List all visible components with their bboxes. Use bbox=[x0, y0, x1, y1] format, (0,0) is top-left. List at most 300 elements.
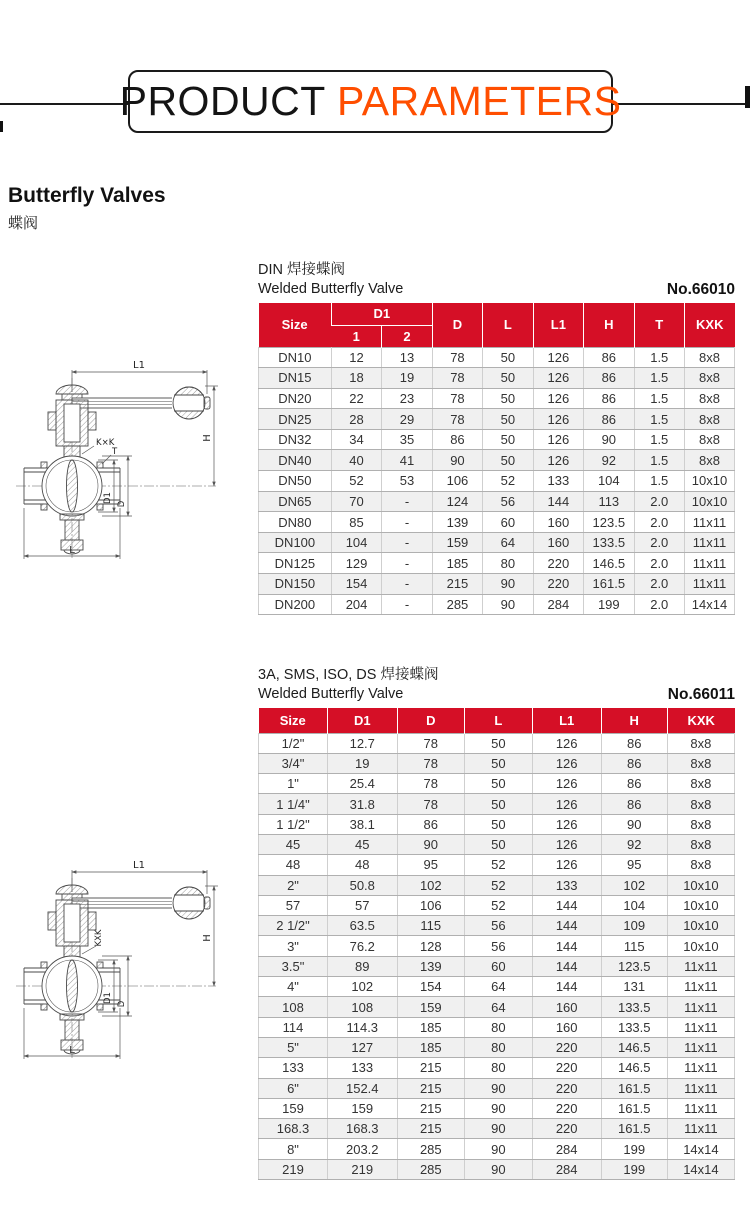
table-cell: 45 bbox=[259, 834, 328, 854]
table-row bbox=[259, 471, 735, 492]
table-row bbox=[259, 814, 735, 834]
table-cell: 8" bbox=[259, 1139, 328, 1159]
table-cell: 56 bbox=[483, 491, 533, 512]
table-cell: 52 bbox=[465, 855, 533, 875]
table-cell: 159 bbox=[397, 997, 465, 1017]
table-cell: 160 bbox=[533, 512, 583, 533]
table-cell: 131 bbox=[601, 977, 667, 997]
table-cell: 124 bbox=[432, 491, 482, 512]
table-cell: 2.0 bbox=[634, 574, 684, 595]
table-row bbox=[259, 1159, 735, 1179]
table-cell: 11x11 bbox=[667, 1119, 734, 1139]
dim-label-h: H bbox=[202, 934, 213, 942]
table-cell: 220 bbox=[532, 1037, 601, 1057]
table-cell: 50 bbox=[465, 814, 533, 834]
table-cell: 1.5 bbox=[634, 471, 684, 492]
dim-label-d1: D1 bbox=[103, 492, 113, 504]
table1-model-no: No.66010 bbox=[666, 281, 735, 298]
table-cell: 8x8 bbox=[684, 450, 734, 471]
table-cell: 168.3 bbox=[328, 1119, 397, 1139]
table-cell: 126 bbox=[532, 834, 601, 854]
table-row bbox=[259, 956, 735, 976]
table-cell: 86 bbox=[584, 368, 634, 389]
table-cell: 126 bbox=[533, 409, 583, 430]
table-cell: 127 bbox=[328, 1037, 397, 1057]
section-subtitle: 蝶阀 bbox=[8, 215, 39, 232]
table-cell: 86 bbox=[601, 774, 667, 794]
table-cell: 129 bbox=[331, 553, 381, 574]
table-cell: 76.2 bbox=[328, 936, 397, 956]
table-row bbox=[259, 1119, 735, 1139]
table-cell: 144 bbox=[533, 491, 583, 512]
table-cell: 64 bbox=[465, 997, 533, 1017]
table-row bbox=[259, 594, 735, 615]
table-cell: 90 bbox=[432, 450, 482, 471]
table-cell: 95 bbox=[397, 855, 465, 875]
table-row bbox=[259, 997, 735, 1017]
table-cell: 8x8 bbox=[667, 834, 734, 854]
table-cell: 219 bbox=[328, 1159, 397, 1179]
dim-label-h: H bbox=[202, 434, 213, 442]
table-cell: 215 bbox=[397, 1098, 465, 1118]
table-cell: 109 bbox=[601, 916, 667, 936]
valve-technical-drawing-sms bbox=[10, 856, 222, 1063]
table-cell: 126 bbox=[532, 753, 601, 773]
table-cell: 23 bbox=[382, 388, 432, 409]
table-cell: DN50 bbox=[259, 471, 332, 492]
col-header-d1: D1 bbox=[328, 708, 397, 733]
table-cell: - bbox=[382, 491, 432, 512]
table-cell: 86 bbox=[601, 733, 667, 753]
table-cell: 95 bbox=[601, 855, 667, 875]
banner-rule-right bbox=[612, 103, 750, 105]
table-row bbox=[259, 936, 735, 956]
table-cell: - bbox=[382, 594, 432, 615]
table-cell: 2.0 bbox=[634, 594, 684, 615]
table-cell: 220 bbox=[532, 1078, 601, 1098]
table-cell: 284 bbox=[532, 1159, 601, 1179]
table-cell: DN15 bbox=[259, 368, 332, 389]
table-cell: 11x11 bbox=[684, 512, 734, 533]
table-cell: 1.5 bbox=[634, 450, 684, 471]
table-cell: 159 bbox=[259, 1098, 328, 1118]
table-cell: 159 bbox=[328, 1098, 397, 1118]
table-cell: 146.5 bbox=[601, 1058, 667, 1078]
table-cell: 10x10 bbox=[684, 471, 734, 492]
table-cell: 154 bbox=[397, 977, 465, 997]
table-cell: 152.4 bbox=[328, 1078, 397, 1098]
table-cell: 53 bbox=[382, 471, 432, 492]
table-cell: 60 bbox=[465, 956, 533, 976]
table-cell: 2.0 bbox=[634, 553, 684, 574]
table-row bbox=[259, 512, 735, 533]
table-row bbox=[259, 450, 735, 471]
page-edge-mark-right bbox=[745, 86, 750, 108]
table-cell: 1/2" bbox=[259, 733, 328, 753]
table-cell: 133 bbox=[328, 1058, 397, 1078]
table-row bbox=[259, 895, 735, 915]
table-cell: 80 bbox=[465, 1058, 533, 1078]
table-cell: 50 bbox=[465, 753, 533, 773]
table-cell: 10x10 bbox=[684, 491, 734, 512]
col-header-l: L bbox=[483, 303, 533, 347]
table-cell: 19 bbox=[328, 753, 397, 773]
table-cell: 11x11 bbox=[667, 997, 734, 1017]
table-cell: 31.8 bbox=[328, 794, 397, 814]
table-cell: 1.5 bbox=[634, 388, 684, 409]
table-row bbox=[259, 794, 735, 814]
col-header-kxk: KXK bbox=[667, 708, 734, 733]
table-cell: 102 bbox=[601, 875, 667, 895]
table-cell: 126 bbox=[532, 774, 601, 794]
table-row bbox=[259, 368, 735, 389]
col-header-h: H bbox=[601, 708, 667, 733]
table-cell: 185 bbox=[397, 1037, 465, 1057]
table-row bbox=[259, 1017, 735, 1037]
table-cell: 92 bbox=[601, 834, 667, 854]
table-cell: 126 bbox=[532, 855, 601, 875]
table-cell: 50 bbox=[465, 834, 533, 854]
table-cell: 161.5 bbox=[601, 1078, 667, 1098]
table-cell: 108 bbox=[328, 997, 397, 1017]
table-cell: 89 bbox=[328, 956, 397, 976]
table-cell: 215 bbox=[397, 1078, 465, 1098]
table-row bbox=[259, 532, 735, 553]
table-cell: 90 bbox=[465, 1078, 533, 1098]
table-cell: 50 bbox=[465, 794, 533, 814]
table-cell: 90 bbox=[397, 834, 465, 854]
table-row bbox=[259, 1037, 735, 1057]
table-cell: 144 bbox=[532, 977, 601, 997]
table-cell: 45 bbox=[328, 834, 397, 854]
table-cell: 50 bbox=[483, 409, 533, 430]
table-cell: DN200 bbox=[259, 594, 332, 615]
table-cell: 10x10 bbox=[667, 895, 734, 915]
table-cell: 126 bbox=[533, 429, 583, 450]
table-cell: 18 bbox=[331, 368, 381, 389]
table-cell: 1.5 bbox=[634, 409, 684, 430]
table-cell: 133.5 bbox=[601, 997, 667, 1017]
table-cell: 126 bbox=[533, 347, 583, 368]
table-cell: 86 bbox=[432, 429, 482, 450]
table-cell: 199 bbox=[584, 594, 634, 615]
table-cell: 185 bbox=[432, 553, 482, 574]
table-cell: 40 bbox=[331, 450, 381, 471]
table-cell: 114 bbox=[259, 1017, 328, 1037]
table-cell: 220 bbox=[533, 553, 583, 574]
table-cell: 104 bbox=[584, 471, 634, 492]
table-cell: 126 bbox=[533, 388, 583, 409]
table-cell: 90 bbox=[483, 594, 533, 615]
table-cell: 78 bbox=[432, 409, 482, 430]
table-cell: 52 bbox=[465, 875, 533, 895]
table-cell: 11x11 bbox=[667, 977, 734, 997]
table-cell: 126 bbox=[532, 733, 601, 753]
table-cell: 50.8 bbox=[328, 875, 397, 895]
table-cell: 133 bbox=[532, 875, 601, 895]
table-cell: 3/4" bbox=[259, 753, 328, 773]
table-row bbox=[259, 1058, 735, 1078]
table-cell: 8x8 bbox=[684, 388, 734, 409]
table-cell: 144 bbox=[532, 895, 601, 915]
table-cell: 92 bbox=[584, 450, 634, 471]
banner-title-black: PRODUCT bbox=[119, 78, 337, 124]
table-cell: 160 bbox=[533, 532, 583, 553]
banner-box bbox=[119, 70, 622, 133]
table-cell: DN100 bbox=[259, 532, 332, 553]
table-cell: 8x8 bbox=[667, 794, 734, 814]
col-header-l1: L1 bbox=[532, 708, 601, 733]
dim-label-kxk: K×K bbox=[96, 438, 115, 448]
table-row bbox=[259, 574, 735, 595]
table-cell: 199 bbox=[601, 1139, 667, 1159]
table-cell: 133.5 bbox=[601, 1017, 667, 1037]
table-cell: 8x8 bbox=[667, 774, 734, 794]
table-cell: 1.5 bbox=[634, 347, 684, 368]
table-cell: 285 bbox=[432, 594, 482, 615]
dim-label-l: L bbox=[69, 545, 75, 556]
table-row bbox=[259, 409, 735, 430]
table-cell: 56 bbox=[465, 916, 533, 936]
table-cell: 86 bbox=[584, 347, 634, 368]
table-cell: 70 bbox=[331, 491, 381, 512]
table-cell: 126 bbox=[533, 450, 583, 471]
table-cell: 57 bbox=[259, 895, 328, 915]
dim-label-l1: L1 bbox=[133, 860, 145, 871]
table-cell: 11x11 bbox=[667, 956, 734, 976]
table-cell: 86 bbox=[601, 753, 667, 773]
table-cell: 2 1/2" bbox=[259, 916, 328, 936]
table-cell: 104 bbox=[601, 895, 667, 915]
table-cell: 50 bbox=[483, 388, 533, 409]
dim-label-d: D bbox=[117, 500, 127, 508]
table-cell: 6" bbox=[259, 1078, 328, 1098]
table-cell: 139 bbox=[397, 956, 465, 976]
table-cell: 90 bbox=[465, 1139, 533, 1159]
table-cell: 78 bbox=[432, 388, 482, 409]
table-cell: 50 bbox=[483, 429, 533, 450]
table-cell: 5" bbox=[259, 1037, 328, 1057]
table-cell: - bbox=[382, 512, 432, 533]
table-cell: 90 bbox=[584, 429, 634, 450]
table-cell: 34 bbox=[331, 429, 381, 450]
table-cell: 8x8 bbox=[667, 753, 734, 773]
banner-rule-left bbox=[0, 103, 128, 105]
table-cell: 50 bbox=[465, 733, 533, 753]
table-cell: - bbox=[382, 574, 432, 595]
table-cell: 19 bbox=[382, 368, 432, 389]
table-row bbox=[259, 491, 735, 512]
table-cell: 2.0 bbox=[634, 532, 684, 553]
table-cell: DN150 bbox=[259, 574, 332, 595]
table-cell: 10x10 bbox=[667, 936, 734, 956]
col-header-l1: L1 bbox=[533, 303, 583, 347]
table-cell: 1" bbox=[259, 774, 328, 794]
table-cell: - bbox=[382, 553, 432, 574]
table-cell: 50 bbox=[483, 450, 533, 471]
banner-title-orange: PARAMETERS bbox=[336, 78, 622, 124]
dim-label-d1: D1 bbox=[103, 992, 113, 1004]
table-cell: 50 bbox=[483, 347, 533, 368]
col-header-d: D bbox=[397, 708, 465, 733]
table-row bbox=[259, 553, 735, 574]
table-cell: 160 bbox=[532, 1017, 601, 1037]
table-cell: 22 bbox=[331, 388, 381, 409]
table-cell: 285 bbox=[397, 1159, 465, 1179]
table-cell: 80 bbox=[483, 553, 533, 574]
table-cell: 52 bbox=[483, 471, 533, 492]
table-cell: 25.4 bbox=[328, 774, 397, 794]
table-cell: 102 bbox=[397, 875, 465, 895]
valve-technical-drawing-din bbox=[10, 356, 222, 563]
table-cell: 2.0 bbox=[634, 491, 684, 512]
col-header-size: Size bbox=[259, 708, 328, 733]
sms-table-block bbox=[258, 666, 735, 1180]
table-cell: 8x8 bbox=[684, 347, 734, 368]
table2-title-cn: 3A, SMS, ISO, DS 焊接蝶阀 bbox=[258, 667, 439, 683]
table-cell: 204 bbox=[331, 594, 381, 615]
col-header-h: H bbox=[584, 303, 634, 347]
table-cell: 8x8 bbox=[667, 855, 734, 875]
table-cell: 90 bbox=[601, 814, 667, 834]
table-cell: 78 bbox=[397, 733, 465, 753]
table-cell: 90 bbox=[465, 1119, 533, 1139]
table-cell: 4" bbox=[259, 977, 328, 997]
table-cell: 28 bbox=[331, 409, 381, 430]
table-cell: 14x14 bbox=[667, 1139, 734, 1159]
table-cell: 220 bbox=[532, 1119, 601, 1139]
table-cell: 219 bbox=[259, 1159, 328, 1179]
table1-title-cn: DIN 焊接蝶阀 bbox=[258, 262, 345, 278]
table-cell: 13 bbox=[382, 347, 432, 368]
table-row bbox=[259, 977, 735, 997]
col-header-size: Size bbox=[259, 303, 332, 347]
table-cell: 215 bbox=[397, 1058, 465, 1078]
table-cell: 161.5 bbox=[601, 1098, 667, 1118]
table-cell: 284 bbox=[532, 1139, 601, 1159]
dim-label-t: T bbox=[112, 447, 118, 457]
table-cell: 108 bbox=[259, 997, 328, 1017]
table-cell: 133 bbox=[259, 1058, 328, 1078]
table-cell: 161.5 bbox=[584, 574, 634, 595]
table-cell: 80 bbox=[465, 1037, 533, 1057]
table-row bbox=[259, 1078, 735, 1098]
din-table-body bbox=[259, 347, 735, 615]
table-cell: 126 bbox=[533, 368, 583, 389]
table-cell: 139 bbox=[432, 512, 482, 533]
din-valve-spec-table bbox=[258, 303, 735, 615]
table-cell: 12 bbox=[331, 347, 381, 368]
table-cell: 86 bbox=[601, 794, 667, 814]
table-cell: 144 bbox=[532, 936, 601, 956]
col-header-d: D bbox=[432, 303, 482, 347]
table-cell: 78 bbox=[397, 753, 465, 773]
table-row bbox=[259, 429, 735, 450]
table-cell: 50 bbox=[483, 368, 533, 389]
table-cell: DN10 bbox=[259, 347, 332, 368]
dim-label-d: D bbox=[117, 1000, 127, 1008]
table-cell: 160 bbox=[532, 997, 601, 1017]
din-table-block bbox=[258, 261, 735, 615]
table-cell: 48 bbox=[328, 855, 397, 875]
table-cell: 1 1/4" bbox=[259, 794, 328, 814]
table-cell: 90 bbox=[465, 1098, 533, 1118]
table-cell: 146.5 bbox=[601, 1037, 667, 1057]
table-cell: 144 bbox=[532, 956, 601, 976]
table-cell: 102 bbox=[328, 977, 397, 997]
dim-label-l: L bbox=[69, 1045, 75, 1056]
table-cell: 64 bbox=[483, 532, 533, 553]
table-row bbox=[259, 388, 735, 409]
table-cell: 14x14 bbox=[667, 1159, 734, 1179]
table-cell: 185 bbox=[397, 1017, 465, 1037]
col-header-kxk: KXK bbox=[684, 303, 734, 347]
table-cell: 154 bbox=[331, 574, 381, 595]
table-cell: 64 bbox=[465, 977, 533, 997]
table-cell: 115 bbox=[601, 936, 667, 956]
table-cell: 104 bbox=[331, 532, 381, 553]
table-cell: 11x11 bbox=[684, 532, 734, 553]
table-cell: 11x11 bbox=[684, 553, 734, 574]
table-cell: 86 bbox=[584, 409, 634, 430]
table-cell: 41 bbox=[382, 450, 432, 471]
table-cell: 11x11 bbox=[667, 1017, 734, 1037]
table-cell: 29 bbox=[382, 409, 432, 430]
table-cell: 11x11 bbox=[667, 1098, 734, 1118]
table-cell: 220 bbox=[532, 1098, 601, 1118]
table-cell: 115 bbox=[397, 916, 465, 936]
table-cell: 3.5" bbox=[259, 956, 328, 976]
table-cell: 126 bbox=[532, 794, 601, 814]
table-cell: 90 bbox=[465, 1159, 533, 1179]
table-cell: 56 bbox=[465, 936, 533, 956]
table-cell: 60 bbox=[483, 512, 533, 533]
table-row bbox=[259, 1139, 735, 1159]
table-row bbox=[259, 774, 735, 794]
table-cell: 52 bbox=[331, 471, 381, 492]
table-row bbox=[259, 1098, 735, 1118]
col-header-d1-2: 2 bbox=[382, 325, 432, 347]
table-row bbox=[259, 753, 735, 773]
table-cell: 1.5 bbox=[634, 368, 684, 389]
table-cell: 86 bbox=[584, 388, 634, 409]
table-row bbox=[259, 855, 735, 875]
table-cell: 106 bbox=[397, 895, 465, 915]
col-header-d1-1: 1 bbox=[331, 325, 381, 347]
table-cell: 14x14 bbox=[684, 594, 734, 615]
table-cell: 215 bbox=[397, 1119, 465, 1139]
section-title: Butterfly Valves bbox=[8, 184, 166, 207]
dim-label-kxk: KXK bbox=[94, 929, 104, 947]
table-cell: 1.5 bbox=[634, 429, 684, 450]
table-cell: 52 bbox=[465, 895, 533, 915]
table-cell: 8x8 bbox=[684, 409, 734, 430]
table-cell: 11x11 bbox=[684, 574, 734, 595]
table-cell: 133 bbox=[533, 471, 583, 492]
table-cell: 159 bbox=[432, 532, 482, 553]
table-cell: 78 bbox=[397, 774, 465, 794]
table2-model-no: No.66011 bbox=[667, 686, 735, 703]
table-row bbox=[259, 834, 735, 854]
page-edge-mark-left bbox=[0, 121, 3, 132]
table-row bbox=[259, 916, 735, 936]
table-cell: DN125 bbox=[259, 553, 332, 574]
table-cell: 203.2 bbox=[328, 1139, 397, 1159]
table-cell: 144 bbox=[532, 916, 601, 936]
table-cell: DN32 bbox=[259, 429, 332, 450]
table-cell: 86 bbox=[397, 814, 465, 834]
table-cell: 215 bbox=[432, 574, 482, 595]
